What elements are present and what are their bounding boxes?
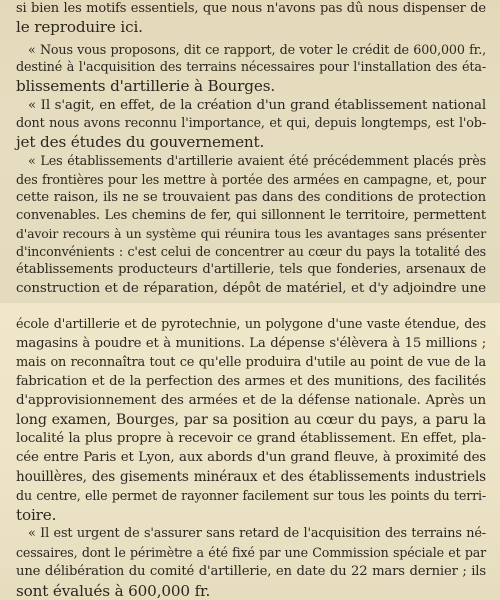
text-line: « Il est urgent de s'assurer sans retard de l'acquisition des terrains né- [28, 526, 486, 541]
text-line: le reproduire ici. [16, 18, 143, 36]
text-line: si bien les motifs essentiels, que nous n'avons pas dû nous dispenser de [16, 1, 486, 16]
text-line: des frontières pour les mettre à portée des armées en campagne, et, pour [16, 172, 486, 187]
text-line: blissements d'artillerie à Bourges. [16, 77, 276, 95]
text-line: établissements producteurs d'artillerie, tels que fonderies, arsenaux de [16, 262, 486, 277]
text-line: du centre, elle permet de rayonner facilement sur tous les points du terri- [16, 488, 486, 503]
text-line: convenables. Les chemins de fer, qui sillonnent le territoire, permettent [16, 208, 486, 223]
text-line: toire. [16, 506, 57, 524]
text-line: cessaires, dont le périmètre a été fixé par une Commission spéciale et par [16, 545, 486, 560]
text-line: houillères, des gisements minéraux et des établissements industriels [16, 469, 486, 485]
text-line: magasins à poudre et à munitions. La dépense s'élèvera à 15 millions ; [16, 336, 486, 351]
text-line: d'avoir recours à un système qui réunira tous les avantages sans présenter [16, 226, 486, 241]
text-line: jet des études du gouvernement. [16, 133, 265, 151]
text-line: destiné à l'acquisition des terrains nécessaires pour l'installation des éta- [16, 60, 486, 75]
text-line: mais on reconnaîtra tout ce qu'elle produira d'utile au point de vue de la [16, 355, 486, 370]
text-line: « Il s'agit, en effet, de la création d'un grand établissement national [28, 98, 486, 113]
text-line: « Nous vous proposons, dit ce rapport, de voter le crédit de 600,000 fr., [28, 42, 486, 57]
text-line: long examen, Bourges, par sa position au cœur du pays, a paru la [16, 412, 486, 428]
page-fragment-lower [0, 303, 500, 600]
text-line: école d'artillerie et de pyrotechnie, un polygone d'une vaste étendue, des [16, 317, 486, 332]
text-line: d'approvisionnement des armées et de la défense nationale. Après un [16, 393, 486, 408]
text-line: localité la plus propre à recevoir ce grand établissement. En effet, pla- [16, 431, 486, 446]
text-line: sont évalués à 600,000 fr. [16, 582, 211, 600]
text-line: fabrication et de la perfection des armes et des munitions, des facilités [16, 374, 486, 389]
text-line: « Les établissements d'artillerie avaient été précédemment placés près [28, 154, 486, 169]
text-line: cette raison, ils ne se trouvaient pas dans des conditions de protection [16, 190, 486, 205]
text-line: dont nous avons reconnu l'importance, et qui, depuis longtemps, est l'ob- [16, 116, 486, 131]
text-line: cée entre Paris et Lyon, aux abords d'un grand fleuve, à proximité des [16, 450, 486, 465]
text-line: une délibération du comité d'artillerie, en date du 22 mars dernier ; ils [16, 564, 486, 579]
text-line: d'inconvénients : c'est celui de concentrer au cœur du pays la totalité des [16, 244, 486, 259]
text-line: construction et de réparation, dépôt de matériel, et d'y adjoindre une [16, 280, 486, 296]
